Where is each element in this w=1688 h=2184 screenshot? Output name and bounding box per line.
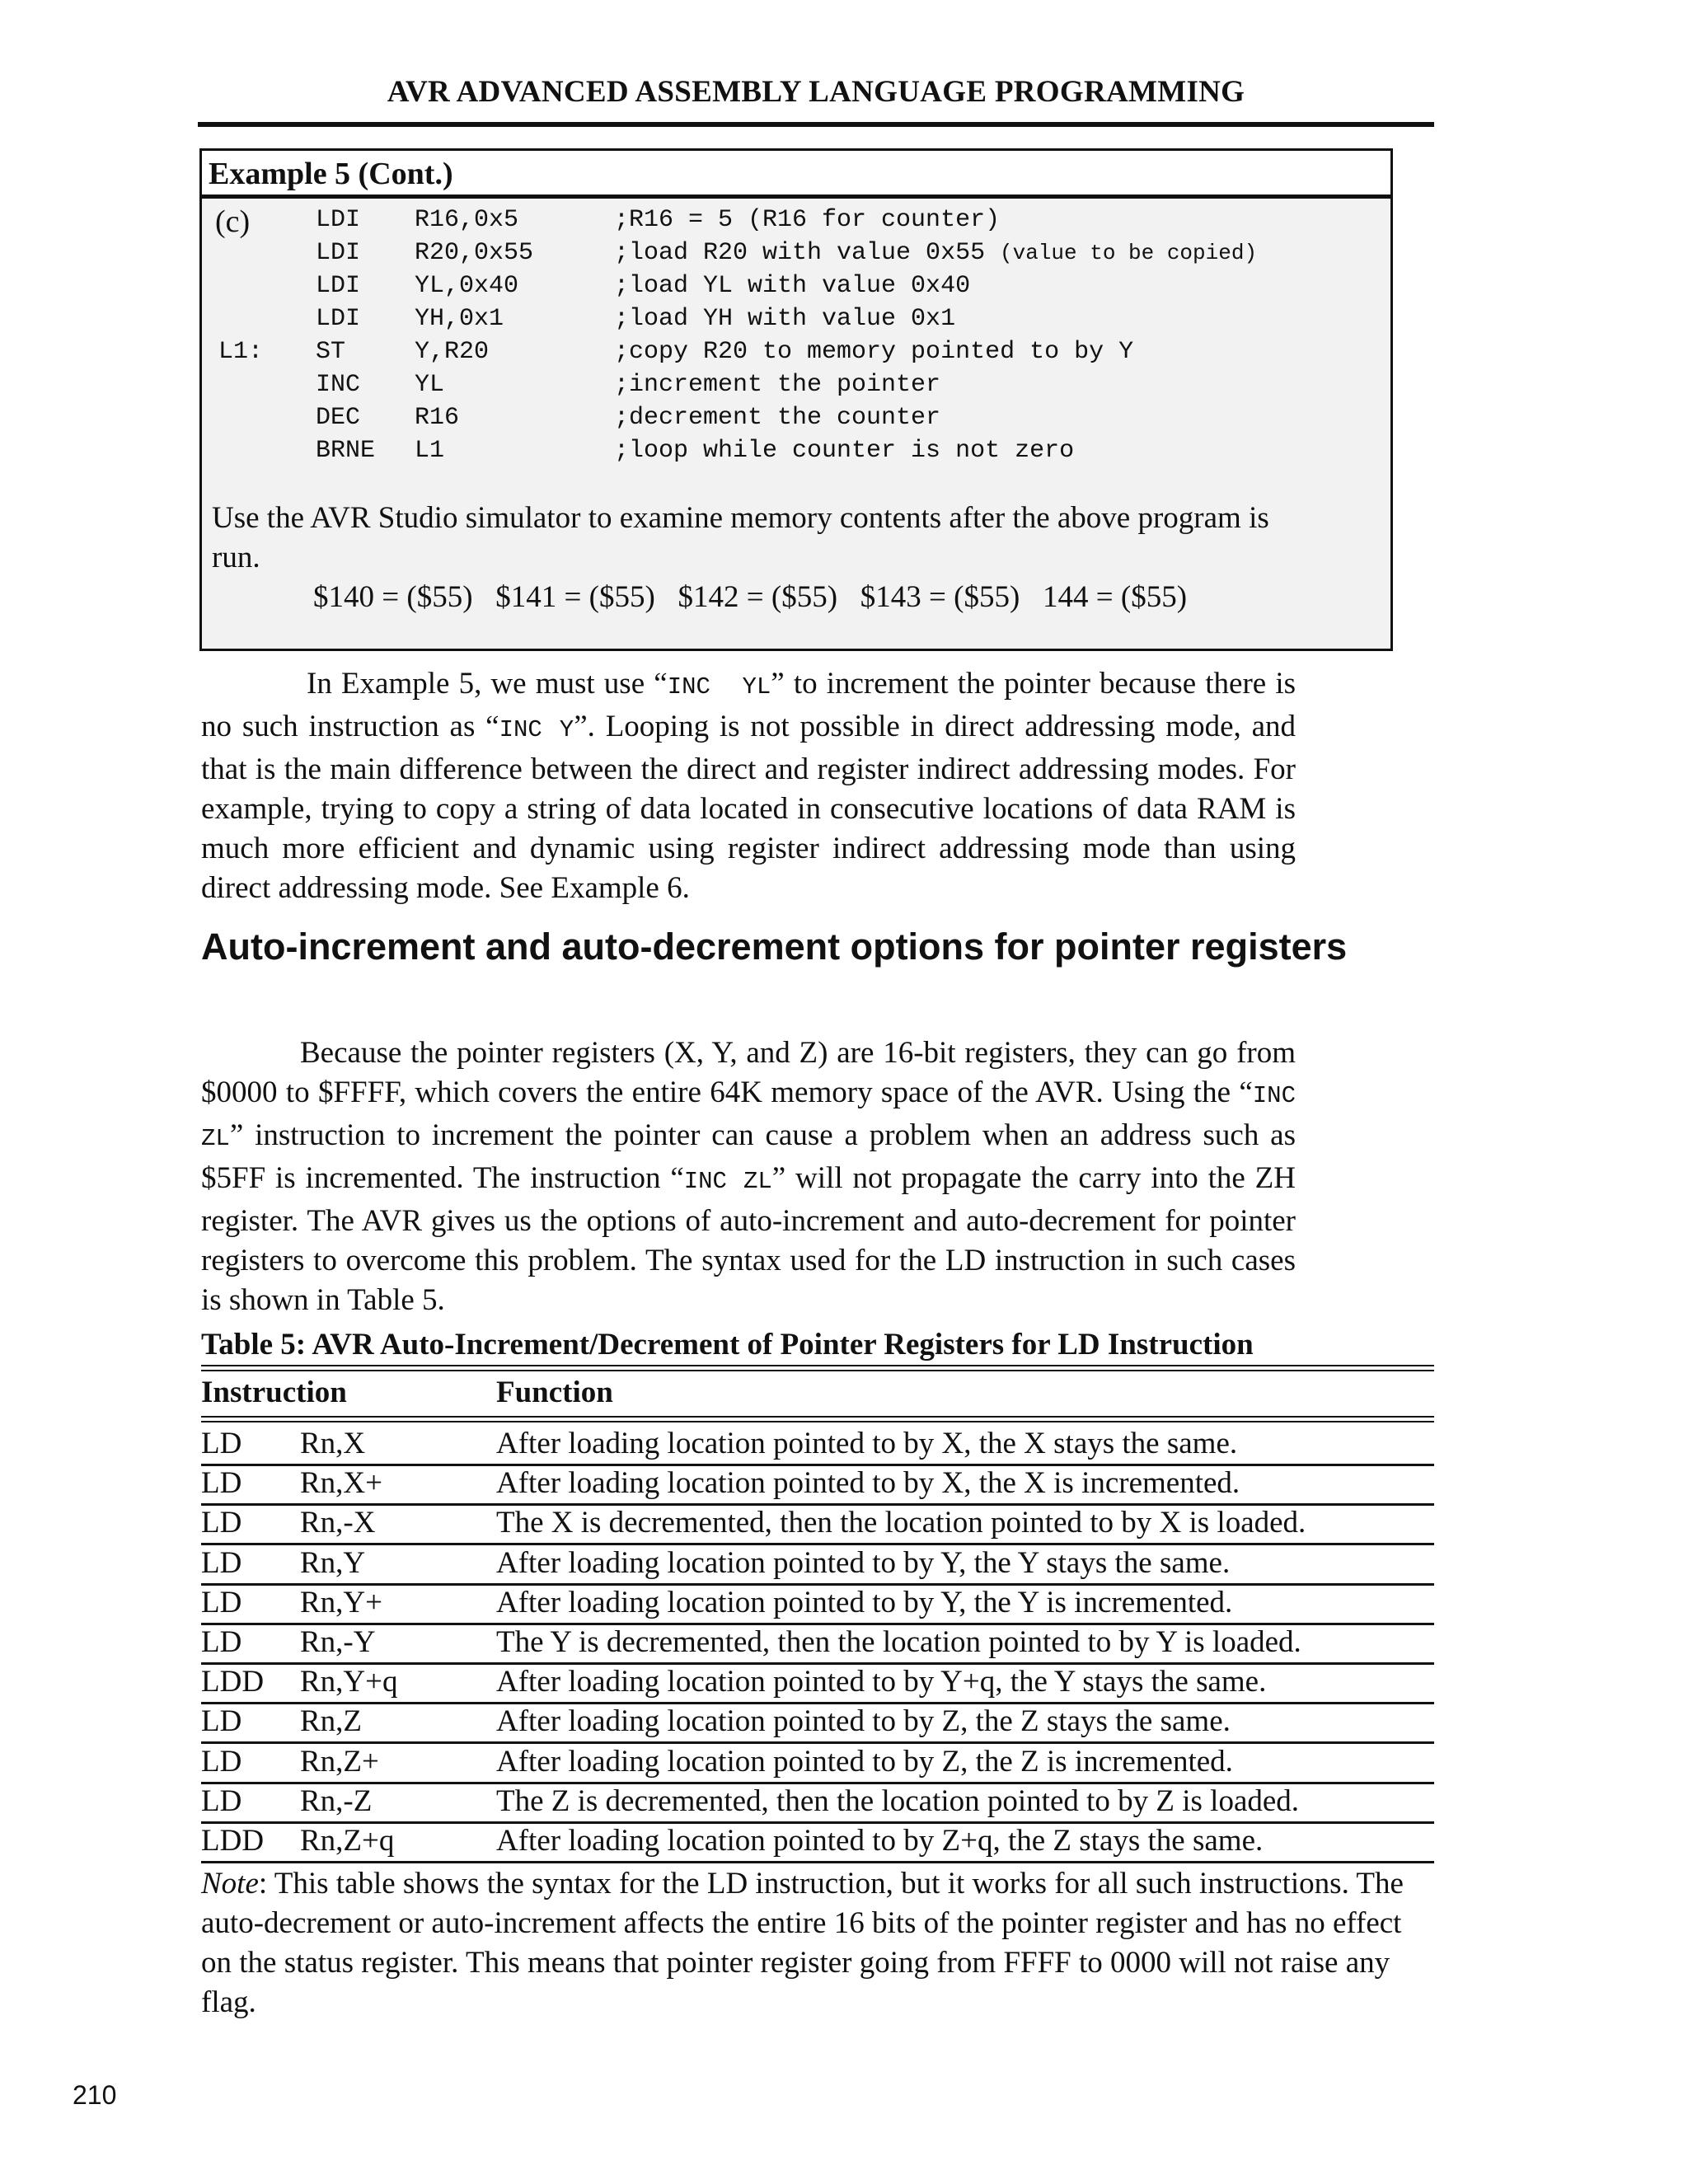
code-mnemonic: LDI [316,305,361,333]
code-mnemonic: DEC [316,404,361,432]
table-cell-function: After loading location pointed to by X, the X stays the same. [496,1427,1238,1460]
code-operands: R16,0x5 [415,206,519,234]
paragraph-2-text-a: Because the pointer registers (X, Y, and Z) are 16-bit registers, they can go from $0000 to $FFFF, which covers the entire 64K memory space of the AVR. Using the “ [201,1036,1296,1109]
code-comment: ;copy R20 to memory pointed to by Y [614,338,1134,366]
code-comment: ;load YH with value 0x1 [614,305,956,333]
running-header: AVR ADVANCED ASSEMBLY LANGUAGE PROGRAMMING [387,75,1245,109]
table-cell-args: Rn,Y+q [300,1665,398,1699]
table-cell-op: LD [201,1783,242,1818]
table-cell-args: Rn,-X [300,1506,376,1540]
example-title: Example 5 (Cont.) [209,157,453,191]
table-cell-function: After loading location pointed to by Y, the Y stays the same. [496,1545,1231,1580]
paragraph-2-text-c: ” will not propagate the carry into the ZH register. The AVR gives us the options of auto-increment and auto-decrement for pointer registers to overcome this problem. The syntax used for the LD instruction in such cases is shown in Table 5. [201,1161,1296,1317]
table-cell-op: LD [201,1625,242,1659]
example-part-label: (c) [215,204,251,239]
code-comment: ;loop while counter is not zero [614,437,1075,465]
code-comment: ;load R20 with value 0x55 [614,239,986,267]
paragraph-1-text-a: In Example 5, we must use “ [307,667,668,701]
table-cell-op: LD [201,1744,242,1779]
table-cell-function: After loading location pointed to by Z, the Z stays the same. [496,1704,1231,1739]
table-cell-op: LD [201,1466,242,1501]
table-caption-rule-bottom [201,1370,1434,1371]
table-cell-op: LDD [201,1824,265,1858]
table-cell-function: The Z is decremented, then the location pointed to by Z is loaded. [496,1783,1300,1818]
table-header-instruction: Instruction [201,1376,347,1409]
example-title-bar [202,151,1390,199]
table-cell-args: Rn,Z+ [300,1744,379,1779]
code-comment-aside: (value to be copied) [1000,241,1258,265]
code-operands: R20,0x55 [415,239,534,267]
table-caption-rule-top [201,1365,1434,1366]
table-cell-args: Rn,-Y [300,1625,376,1659]
table-cell-args: Rn,X+ [300,1466,383,1501]
code-mnemonic: LDI [316,272,361,300]
table-cell-function: After loading location pointed to by X, the X is incremented. [496,1466,1240,1501]
table-row-rule [201,1861,1434,1863]
table-cell-args: Rn,Z [300,1704,363,1739]
code-mnemonic: LDI [316,239,361,267]
table-cell-op: LD [201,1585,242,1619]
code-comment: ;load YL with value 0x40 [614,272,971,300]
page-number: 210 [73,2080,117,2110]
code-label: L1: [218,338,264,366]
memory-result: $140 = ($55) $141 = ($55) $142 = ($55) $143 = ($55) 144 = ($55) [313,580,1188,614]
code-comment: ;increment the pointer [614,371,941,399]
note-label: Note [201,1867,259,1900]
table-cell-op: LD [201,1545,242,1580]
table-cell-function: After loading location pointed to by Y, the Y is incremented. [496,1585,1233,1619]
paragraph-2 [201,1033,1296,1320]
table-cell-args: Rn,X [300,1427,366,1460]
code-inline-inc-zl-1: INC ZL [201,1082,1296,1152]
code-inline-inc-y: INC Y [499,716,574,743]
code-inline-inc-yl: INC YL [667,673,771,701]
paragraph-2-text-b: ” instruction to increment the pointer can cause a problem when an address such as $5FF is incremented. The instruction “ [201,1118,1296,1195]
code-comment: ;decrement the counter [614,404,941,432]
note-text: : This table shows the syntax for the LD instruction, but it works for all such instructions. The auto-decrement or auto-increment affects the entire 16 bits of the pointer register and has no effect on the status register. This means that pointer register going from FFFF to 0000 will not raise any flag. [201,1867,1404,2019]
table-header-function: Function [496,1376,613,1409]
code-mnemonic: BRNE [316,437,376,465]
paragraph-1 [201,664,1296,908]
code-operands: Y,R20 [415,338,490,366]
header-rule [198,122,1434,127]
table-cell-args: Rn,Y+ [300,1585,383,1619]
table-cell-function: The Y is decremented, then the location pointed to by Y is loaded. [496,1625,1301,1659]
code-operands: YL,0x40 [415,272,519,300]
table-cell-function: After loading location pointed to by Z+q, the Z stays the same. [496,1824,1264,1858]
table-note [201,1864,1421,2022]
table-cell-op: LD [201,1506,242,1540]
example-explanation-line-2: run. [212,541,260,574]
table-cell-function: After loading location pointed to by Z, the Z is incremented. [496,1744,1233,1779]
table-header-rule-bottom [201,1421,1434,1422]
table-cell-args: Rn,Z+q [300,1824,395,1858]
section-heading: Auto-increment and auto-decrement options for pointer registers [201,926,1348,968]
table-header-rule-top [201,1416,1434,1418]
table-cell-args: Rn,-Z [300,1783,373,1818]
code-mnemonic: INC [316,371,361,399]
code-operands: YL [415,371,445,399]
code-mnemonic: LDI [316,206,361,234]
code-operands: L1 [415,437,445,465]
example-explanation-line-1: Use the AVR Studio simulator to examine memory contents after the above program is [212,501,1269,535]
table-cell-args: Rn,Y [300,1545,366,1580]
table-cell-function: The X is decremented, then the location pointed to by X is loaded. [496,1506,1306,1540]
code-mnemonic: ST [316,338,346,366]
paragraph-1-text-c: ”. Looping is not possible in direct addressing mode, and that is the main difference between the direct and register indirect addressing modes. For example, trying to copy a string of data located in consecutive locations of data RAM is much more efficient and dynamic using register indirect addressing mode than using direct addressing mode. See Example 6. [201,710,1296,905]
code-inline-inc-zl-2: INC ZL [683,1168,772,1195]
code-operands: R16 [415,404,460,432]
table-cell-op: LD [201,1427,242,1460]
table-cell-op: LDD [201,1665,265,1699]
code-comment: ;R16 = 5 (R16 for counter) [614,206,1001,234]
code-operands: YH,0x1 [415,305,504,333]
paragraph-1-text-b: ” to increment the pointer because there is no such instruction as “ [201,667,1296,743]
table-caption: Table 5: AVR Auto-Increment/Decrement of Pointer Registers for LD Instruction [201,1328,1254,1361]
table-cell-op: LD [201,1704,242,1739]
table-cell-function: After loading location pointed to by Y+q, the Y stays the same. [496,1665,1267,1699]
example-box [199,148,1393,651]
